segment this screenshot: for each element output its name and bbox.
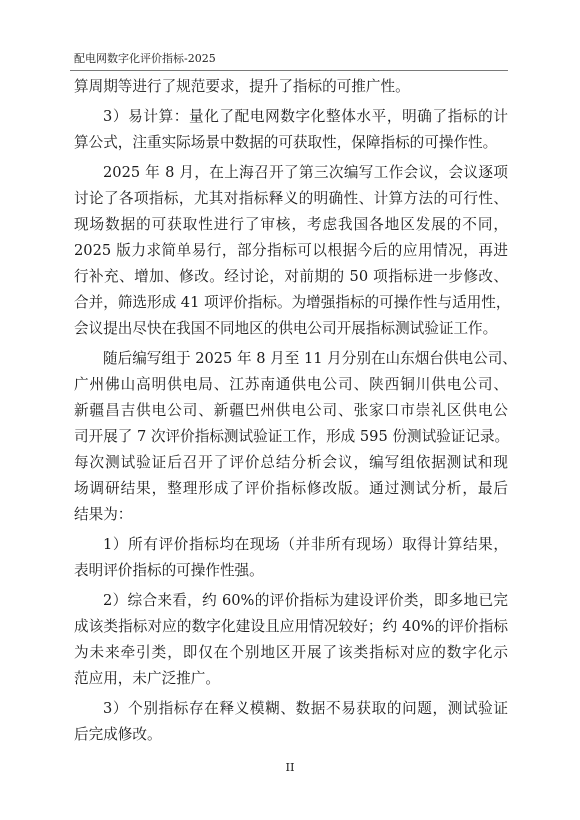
text-line: 每次测试验证后召开了评价总结分析会议，编写组依据测试和现	[74, 454, 508, 471]
text-line: 3）个别指标存在释义模糊、数据不易获取的问题，测试验证	[103, 700, 508, 717]
running-header: 配电网数字化评价指标-2025	[74, 52, 216, 65]
text-line: 算公式，注重实际场景中数据的可获取性，保障指标的可操作性。	[74, 134, 498, 151]
paragraph	[74, 74, 508, 100]
text-line: 2025 版力求简单易行，部分指标可以根据今后的应用情况，再进	[74, 242, 508, 259]
paragraph	[74, 346, 517, 528]
text-line: 2）综合来看，约 60%的评价指标为建设评价类，即多地已完	[103, 592, 508, 609]
text-line: 司开展了 7 次评价指标测试验证工作，形成 595 份测试验证记录。	[74, 428, 510, 445]
text-line: 1）所有评价指标均在现场（并非所有现场）取得计算结果，	[103, 536, 508, 553]
text-line: 随后编写组于 2025 年 8 月至 11 月分别在山东烟台供电公司、	[103, 350, 517, 367]
text-line: 现场数据的可获取性进行了审核，考虑我国各地区发展的不同，	[74, 216, 508, 233]
text-line: 表明评价指标的可操作性强。	[74, 562, 264, 579]
text-line: 算周期等进行了规范要求，提升了指标的可推广性。	[74, 78, 410, 95]
paragraph	[74, 532, 508, 584]
text-line: 为未来牵引类，即仅在个别地区开展了该类指标对应的数字化示	[74, 644, 508, 661]
text-line: 后完成修改。	[74, 726, 162, 743]
text-line: 结果为：	[74, 506, 133, 523]
header-rule	[70, 70, 508, 71]
text-line: 场调研结果，整理形成了评价指标修改版。通过测试分析，最后	[74, 480, 508, 497]
text-line: 行补充、增加、修改。经讨论，对前期的 50 项指标进一步修改、	[74, 268, 508, 285]
text-line: 2025 年 8 月，在上海召开了第三次编写工作会议，会议逐项	[103, 164, 508, 181]
body-text	[74, 74, 517, 752]
text-line: 3）易计算：量化了配电网数字化整体水平，明确了指标的计	[103, 108, 508, 125]
paragraph	[74, 588, 508, 692]
text-line: 会议提出尽快在我国不同地区的供电公司开展指标测试验证工作。	[74, 320, 498, 337]
text-line: 成该类指标对应的数字化建设且应用情况较好；约 40%的评价指标	[74, 618, 508, 635]
paragraph	[74, 696, 508, 748]
text-line: 范应用，未广泛推广。	[74, 670, 220, 687]
paragraph	[74, 160, 511, 342]
text-line: 广州佛山高明供电局、江苏南通供电公司、陕西铜川供电公司、	[74, 376, 508, 393]
paragraph	[74, 104, 508, 156]
text-line: 讨论了各项指标，尤其对指标释义的明确性、计算方法的可行性、	[74, 190, 508, 207]
text-line: 新疆昌吉供电公司、新疆巴州供电公司、张家口市崇礼区供电公	[74, 402, 508, 419]
text-line: 合并，筛选形成 41 项评价指标。为增强指标的可操作性与适用性，	[74, 294, 511, 311]
page-number: II	[285, 760, 295, 774]
